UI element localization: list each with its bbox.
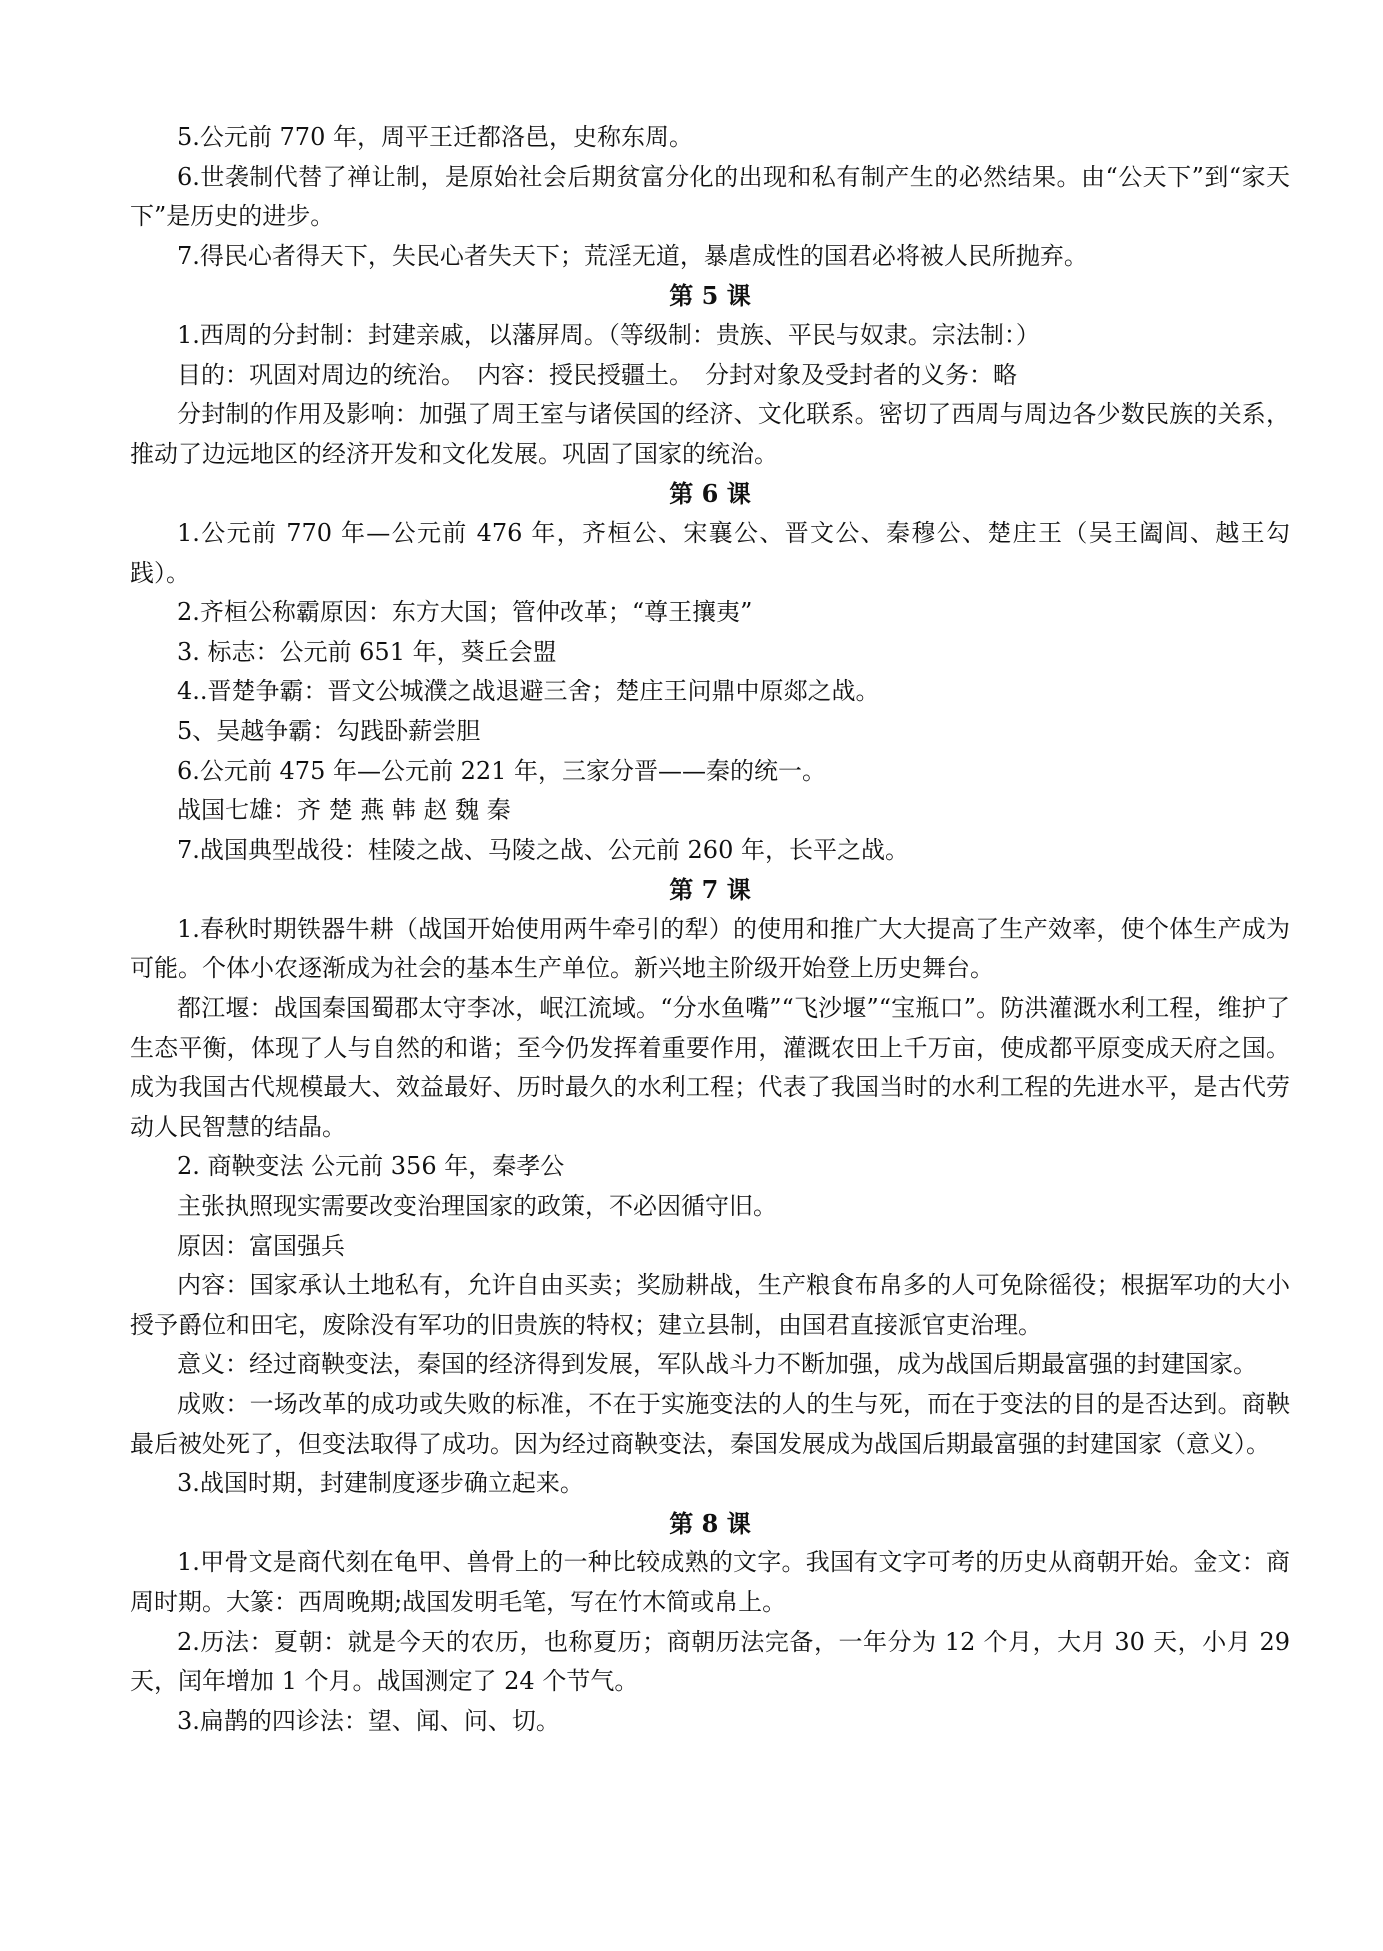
paragraph: 4..晋楚争霸：晋文公城濮之战退避三舍；楚庄王问鼎中原郯之战。 bbox=[177, 677, 880, 706]
paragraph: 7.战国典型战役：桂陵之战、马陵之战、公元前 260 年，长平之战。 bbox=[177, 835, 909, 864]
paragraph: 分封制的作用及影响：加强了周王室与诸侯国的经济、文化联系。密切了西周与周边各少数民族的关系，推动了边远地区的经济开发和文化发展。巩固了国家的统治。 bbox=[130, 400, 1290, 468]
paragraph: 3.扁鹊的四诊法：望、闻、问、切。 bbox=[177, 1706, 560, 1735]
paragraph: 都江堰：战国秦国蜀郡太守李冰，岷江流域。“分水鱼嘴”“飞沙堰”“宝瓶口”。防洪灌溉水利工程，维护了生态平衡，体现了人与自然的和谐；至今仍发挥着重要作用，灌溉农田上千万亩，使成都平原变成天府之国。成为我国古代规模最大、效益最好、历时最久的水利工程；代表了我国当时的水利工程的先进水平，是古代劳动人民智慧的结晶。 bbox=[130, 994, 1290, 1141]
paragraph: 2. 商鞅变法 公元前 356 年，秦孝公 bbox=[177, 1152, 565, 1181]
paragraph: 3.战国时期，封建制度逐步确立起来。 bbox=[177, 1469, 584, 1498]
paragraph: 成败：一场改革的成功或失败的标准，不在于实施变法的人的生与死，而在于变法的目的是否达到。商鞅最后被处死了，但变法取得了成功。因为经过商鞅变法，秦国发展成为战国后期最富强的封建国家（意义）。 bbox=[130, 1390, 1290, 1458]
paragraph: 意义：经过商鞅变法，秦国的经济得到发展，军队战斗力不断加强，成为战国后期最富强的封建国家。 bbox=[177, 1350, 1257, 1379]
paragraph: 6.公元前 475 年—公元前 221 年，三家分晋——秦的统一。 bbox=[177, 756, 827, 785]
paragraph: 5.公元前 770 年，周平王迁都洛邑，史称东周。 bbox=[177, 123, 693, 151]
paragraph: 战国七雄：齐 楚 燕 韩 赵 魏 秦 bbox=[177, 796, 511, 825]
paragraph: 1.甲骨文是商代刻在龟甲、兽骨上的一种比较成熟的文字。我国有文字可考的历史从商朝开始。金文：商周时期。大篆：西周晚期;战国发明毛笔，写在竹木简或帛上。 bbox=[130, 1548, 1290, 1616]
paragraph: 6.世袭制代替了禅让制，是原始社会后期贫富分化的出现和私有制产生的必然结果。由“公天下”到“家天下”是历史的进步。 bbox=[130, 162, 1290, 231]
paragraph: 1.春秋时期铁器牛耕（战国开始使用两牛牵引的犁）的使用和推广大大提高了生产效率，使个体生产成为可能。个体小农逐渐成为社会的基本生产单位。新兴地主阶级开始登上历史舞台。 bbox=[130, 914, 1290, 983]
paragraph: 5、吴越争霸：勾践卧薪尝胆 bbox=[177, 716, 481, 745]
paragraph: 1.西周的分封制：封建亲戚，以藩屏周。（等级制：贵族、平民与奴隶。宗法制：） bbox=[177, 320, 1040, 349]
lesson-heading: 第 7 课 bbox=[669, 875, 751, 905]
document-page bbox=[130, 118, 1290, 1741]
paragraph: 主张执照现实需要改变治理国家的政策，不必因循守旧。 bbox=[177, 1192, 777, 1221]
paragraph: 1.公元前 770 年—公元前 476 年，齐桓公、宋襄公、晋文公、秦穆公、楚庄王（吴王阖闾、越王勾践）。 bbox=[130, 518, 1290, 587]
paragraph: 2.齐桓公称霸原因：东方大国；管仲改革；“尊王攘夷” bbox=[177, 598, 753, 627]
lesson-heading: 第 8 课 bbox=[669, 1508, 751, 1538]
paragraph: 7.得民心者得天下，失民心者失天下；荒淫无道，暴虐成性的国君必将被人民所抛弃。 bbox=[177, 241, 1088, 270]
lesson-heading: 第 6 课 bbox=[669, 479, 751, 509]
paragraph: 原因：富国强兵 bbox=[177, 1231, 345, 1260]
paragraph: 目的：巩固对周边的统治。 内容：授民授疆土。 分封对象及受封者的义务：略 bbox=[177, 360, 1017, 389]
paragraph: 2.历法：夏朝：就是今天的农历，也称夏历；商朝历法完备，一年分为 12 个月，大月 30 天，小月 29 天，闰年增加 1 个月。战国测定了 24 个节气。 bbox=[130, 1627, 1290, 1696]
lesson-heading: 第 5 课 bbox=[669, 281, 751, 311]
paragraph: 内容：国家承认土地私有，允许自由买卖；奖励耕战，生产粮食布帛多的人可免除徭役；根据军功的大小授予爵位和田宅，废除没有军功的旧贵族的特权；建立县制，由国君直接派官吏治理。 bbox=[130, 1271, 1290, 1339]
paragraph: 3. 标志：公元前 651 年，葵丘会盟 bbox=[177, 637, 557, 666]
